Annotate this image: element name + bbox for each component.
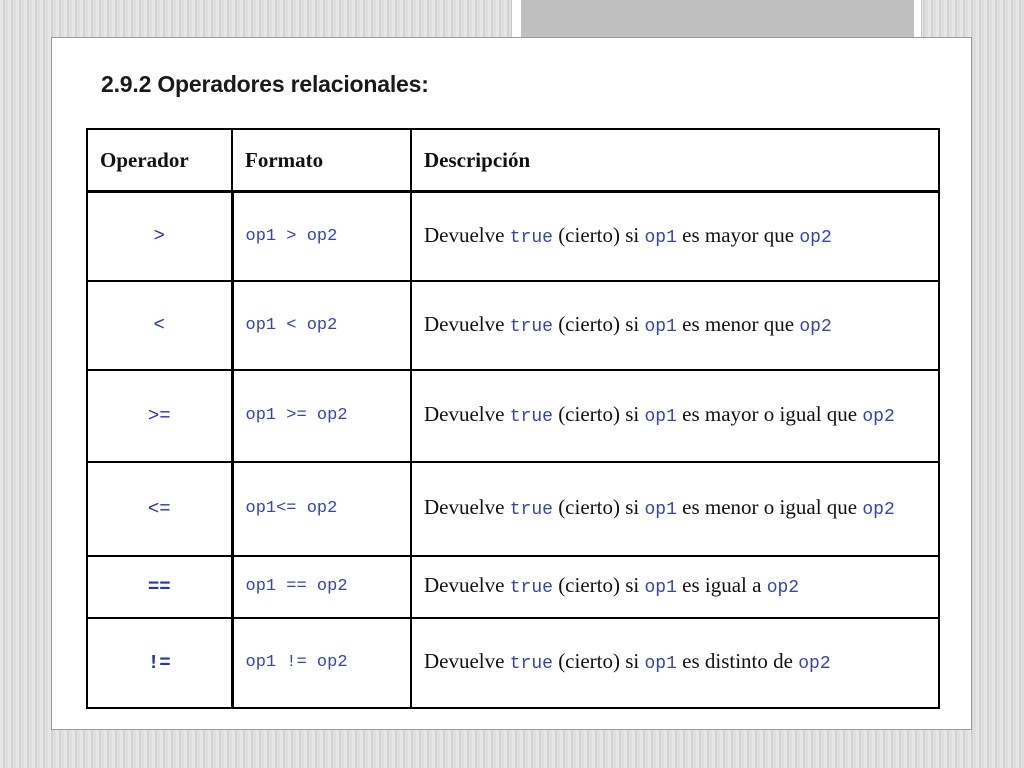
description-cell: [411, 556, 939, 618]
header-operator: Operador: [87, 129, 232, 192]
desc-text: Devuelve: [424, 311, 510, 336]
format-cell: op1 < op2: [232, 281, 411, 370]
desc-code-op1: op1: [644, 407, 677, 427]
desc-text: es igual a: [676, 573, 767, 597]
desc-code-op2: op2: [799, 316, 832, 337]
desc-text: Devuelve: [424, 573, 510, 597]
desc-text: es mayor o igual que: [676, 402, 863, 426]
desc-code-true: true: [509, 654, 553, 674]
table-header-row: [87, 129, 939, 192]
desc-code-op2: op2: [798, 654, 831, 674]
desc-text: es mayor que: [676, 222, 800, 247]
desc-code-op1: op1: [644, 316, 677, 337]
description-cell: [411, 192, 939, 281]
operator-cell: <=: [87, 462, 232, 556]
desc-code-op1: op1: [644, 500, 677, 520]
description-cell: [411, 462, 939, 556]
desc-text: es menor que: [676, 311, 800, 336]
desc-code-op1: op1: [644, 578, 677, 598]
header-description: Descripción: [411, 129, 939, 192]
relational-operators-table: [86, 128, 940, 709]
operator-cell: >=: [87, 370, 232, 462]
desc-text: Devuelve: [424, 495, 510, 519]
desc-code-op1: op1: [644, 227, 677, 248]
desc-code-true: true: [509, 227, 553, 248]
table-row: [87, 192, 939, 281]
desc-text: Devuelve: [424, 222, 510, 247]
desc-text: Devuelve: [424, 402, 510, 426]
desc-text: Devuelve: [424, 649, 510, 673]
description-cell: [411, 618, 939, 708]
header-format: Formato: [232, 129, 411, 192]
desc-code-op2: op2: [766, 578, 800, 598]
operator-cell: !=: [87, 618, 232, 708]
description-cell: [411, 281, 939, 370]
desc-text: (cierto) si: [552, 649, 645, 673]
desc-text: (cierto) si: [552, 573, 645, 597]
format-cell: op1 > op2: [232, 192, 411, 281]
desc-code-true: true: [509, 316, 553, 337]
table-row: [87, 281, 939, 370]
format-cell: op1 == op2: [232, 556, 411, 618]
format-cell: op1 >= op2: [232, 370, 411, 462]
operator-cell: >: [87, 192, 232, 281]
format-cell: op1 != op2: [232, 618, 411, 708]
desc-code-op2: op2: [862, 407, 895, 427]
table-row: [87, 462, 939, 556]
desc-code-true: true: [509, 578, 553, 598]
desc-code-true: true: [509, 500, 553, 520]
description-cell: [411, 370, 939, 462]
table-row: [87, 618, 939, 708]
table-row: [87, 556, 939, 618]
desc-text: es distinto de: [676, 649, 799, 673]
desc-code-op2: op2: [799, 227, 832, 248]
format-cell: op1<= op2: [232, 462, 411, 556]
operator-cell: ==: [87, 556, 232, 618]
desc-text: es menor o igual que: [676, 495, 863, 519]
desc-text: (cierto) si: [552, 222, 645, 247]
desc-code-op2: op2: [862, 500, 895, 520]
table-row: [87, 370, 939, 462]
slide-title: 2.9.2 Operadores relacionales:: [101, 71, 429, 97]
operator-cell: <: [87, 281, 232, 370]
desc-code-op1: op1: [644, 654, 677, 674]
desc-text: (cierto) si: [552, 402, 645, 426]
desc-text: (cierto) si: [552, 495, 645, 519]
desc-text: (cierto) si: [552, 311, 645, 336]
desc-code-true: true: [509, 407, 553, 427]
